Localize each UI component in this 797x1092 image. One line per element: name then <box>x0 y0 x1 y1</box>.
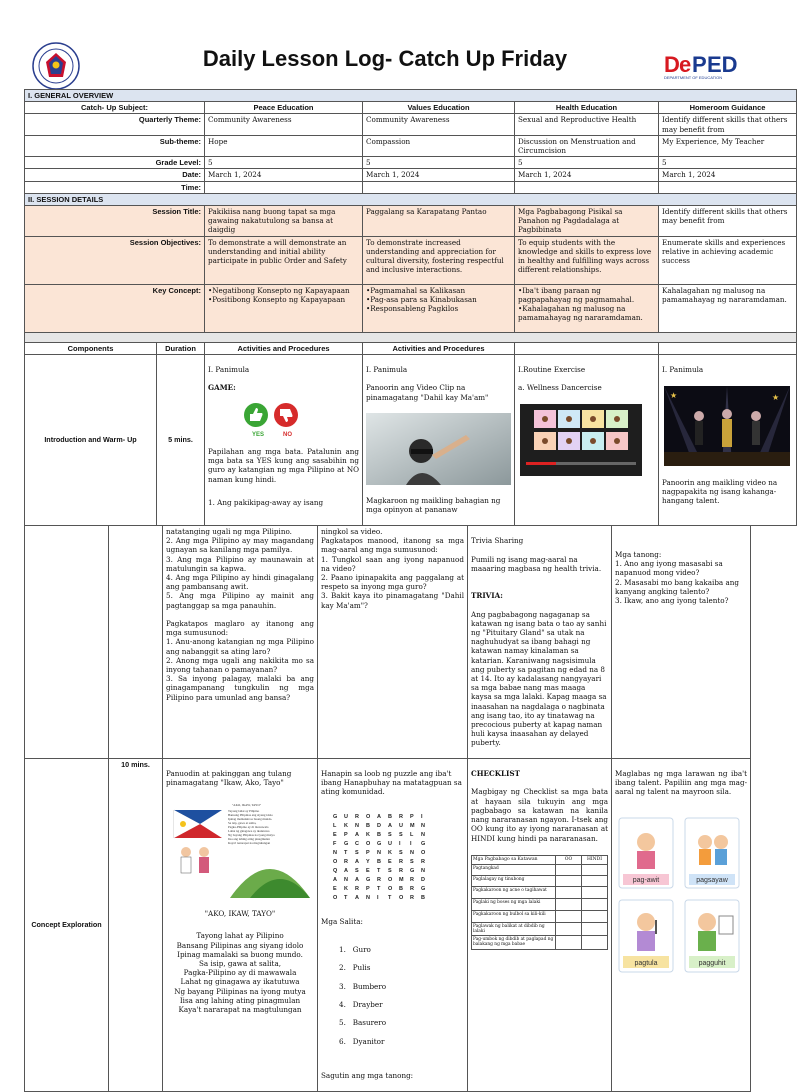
puzzle-letter[interactable]: O <box>366 813 371 820</box>
label-session-title: Session Title: <box>25 206 205 237</box>
puzzle-letter[interactable]: T <box>377 885 381 892</box>
header-duration: Duration <box>157 342 205 354</box>
puzzle-letter[interactable]: S <box>399 831 403 838</box>
concept-homeroom-text: Maglabas ng mga larawan ng iba't ibang talent. Papiliin ang mga mag-aaral ng talent na mayroon sila. <box>615 769 747 797</box>
puzzle-letter[interactable]: B <box>399 885 403 892</box>
duration-concept: 10 mins. <box>109 758 163 1091</box>
svg-text:pagtula: pagtula <box>634 959 658 967</box>
word-item: 4. Drayber <box>339 999 383 1009</box>
puzzle-letter[interactable]: T <box>388 894 392 901</box>
dancercise-video-image <box>520 404 642 476</box>
puzzle-letter[interactable]: R <box>399 867 403 874</box>
talent-cards-image <box>615 816 745 976</box>
puzzle-letter[interactable]: N <box>421 867 425 874</box>
puzzle-letter[interactable]: B <box>377 858 381 865</box>
puzzle-letter[interactable]: G <box>377 840 382 847</box>
subject-values: Values Education <box>363 102 515 114</box>
session-title-peace: Pakikiisa nang buong tapat sa mga gawaing nakatutulong sa bansa at daigdig <box>205 206 363 237</box>
puzzle-letter[interactable]: G <box>421 840 426 847</box>
component-intro: Introduction and Warm- Up <box>25 354 157 525</box>
poem-illustration-image <box>170 800 310 898</box>
puzzle-letter[interactable]: K <box>344 822 348 829</box>
puzzle-letter[interactable]: N <box>410 849 414 856</box>
puzzle-letter[interactable]: S <box>399 849 403 856</box>
puzzle-letter[interactable]: I <box>377 894 379 901</box>
time-health <box>515 181 659 193</box>
grade-values: 5 <box>363 157 515 169</box>
checklist-row: Pagkakaroon ng acne o tagihawat <box>472 886 556 898</box>
puzzle-letter[interactable]: R <box>410 894 414 901</box>
label-session-objectives: Session Objectives: <box>25 236 205 284</box>
trivia-heading: TRIVIA: <box>471 591 503 601</box>
key-concept-peace: •Negatibong Konsepto ng Kapayapaan •Positibong Konsepto ng Kapayapaan <box>205 284 363 332</box>
words-list <box>321 936 464 1056</box>
puzzle-letter[interactable]: E <box>388 858 392 865</box>
subject-health: Health Education <box>515 102 659 114</box>
puzzle-letter[interactable]: N <box>333 849 337 856</box>
concept-peace <box>163 758 318 1091</box>
puzzle-letter[interactable]: L <box>333 822 337 829</box>
checklist-row: Pagkakaroon ng bulbol sa kili-kili <box>472 910 556 922</box>
label-time: Time: <box>25 181 205 193</box>
puzzle-letter[interactable]: A <box>355 831 359 838</box>
svg-text:★: ★ <box>670 391 678 401</box>
checklist-table <box>471 855 608 950</box>
key-concept-homeroom: Kahalagahan ng malusog na pamamahayag ng nararamdaman. <box>659 284 797 332</box>
intro-health <box>515 354 659 525</box>
puzzle-letter[interactable]: G <box>366 876 371 883</box>
intro-values <box>363 354 515 525</box>
puzzle-letter[interactable]: P <box>410 813 414 820</box>
cont-health <box>468 526 612 759</box>
puzzle-letter[interactable]: U <box>399 822 403 829</box>
grade-health: 5 <box>515 157 659 169</box>
deped-seal-logo <box>32 42 80 90</box>
puzzle-letter[interactable]: O <box>388 876 393 883</box>
puzzle-letter[interactable]: O <box>421 849 426 856</box>
checklist-text: Magbigay ng Checklist sa mga bata at hayaan sila tukuyin ang mga pagbabago sa katawan na kanila nang nararanasan ngayon. I-tsek ang OO kung ito ay iyong nararanasan at HINDI kung hindi pa nararanasan. <box>471 787 608 843</box>
word-item: 3. Bumbero <box>339 981 387 991</box>
svg-text:pagsayaw: pagsayaw <box>696 876 728 884</box>
checkbox-oo[interactable] <box>556 922 582 935</box>
label-date: Date: <box>25 169 205 181</box>
word-item: 1. Guro <box>339 944 371 954</box>
svg-text:Sa isip, gawa at salita,: Sa isip, gawa at salita, <box>228 820 257 825</box>
puzzle-letter[interactable]: Q <box>333 867 338 874</box>
cont-health-heading: Trivia Sharing <box>471 536 524 546</box>
subject-homeroom: Homeroom Guidance <box>659 102 797 114</box>
puzzle-letter[interactable]: O <box>366 840 371 847</box>
intro-peace-text: Papilahan ang mga bata. Patalunin ang mga bata sa YES kung ang sasabihin ng guro ay katangian ng mga Pilipino at NO naman kung hindi. <box>208 447 359 484</box>
time-homeroom <box>659 181 797 193</box>
puzzle-letter[interactable]: A <box>355 858 359 865</box>
cont-homeroom: Mga tanong: 1. Ano ang iyong masasabi sa napanuod mong video? 2. Masasabi mo bang kakaiba ang kanyang angking talento? 3. Ikaw, ano ang iyong talento? <box>612 526 751 759</box>
page-title: Daily Lesson Log- Catch Up Friday <box>202 46 568 71</box>
puzzle-letter[interactable]: I <box>410 840 412 847</box>
word-search-puzzle <box>329 810 441 902</box>
cont-peace: natatanging ugali ng mga Pilipino. 2. Ang mga Pilipino ay may magandang ugnayan sa kanilang mga pamilya. 3. Ang mga Pilipino ay maunawain at matulungin sa kapwa. 4. Ang mga Pilipino ay hindi ginagalang ang pambansang awit. 5. Ang mga Pilipino ay mainit ang pagtanggap sa mga panauhin. Pagkatapos maglaro ay itanong ang mga sumusunod: 1. Anu-anong katangian ng mga Pilipino ang nabanggit sa ating laro? 2. Anong mga ugali ang nakikita mo sa inyong tahanan o pamayanan? 3. Sa inyong palagay, malaki ba ang ginagampanang tungkulin ng mga Pilipino para umunlad ang bansa? <box>163 526 318 759</box>
header-blank-2 <box>659 342 797 354</box>
checkbox-oo[interactable] <box>556 886 582 898</box>
checklist-col-hindi: HINDI <box>582 855 608 864</box>
concept-values-intro: Hanapin sa loob ng puzzle ang iba't ibang Hanapbuhay na matatagpuan sa ating komunidad. <box>321 769 462 797</box>
svg-text:Lahat ng ginagawa ay ikatutuwa: Lahat ng ginagawa ay ikatutuwa <box>228 828 270 833</box>
puzzle-letter[interactable]: T <box>344 894 348 901</box>
puzzle-letter[interactable]: D <box>377 822 381 829</box>
intro-values-heading: I. Panimula <box>366 365 408 375</box>
intro-health-sub: a. Wellness Dancercise <box>518 383 602 393</box>
subtheme-values: Compassion <box>363 135 515 156</box>
svg-text:DEPARTMENT OF EDUCATION: DEPARTMENT OF EDUCATION <box>664 75 723 80</box>
svg-text:★: ★ <box>772 393 780 403</box>
word-item: 2. Pulis <box>339 963 371 973</box>
word-item: 5. Basurero <box>339 1018 387 1028</box>
puzzle-letter[interactable]: D <box>421 876 425 883</box>
spacer-row <box>25 332 797 342</box>
puzzle-letter[interactable]: R <box>344 858 348 865</box>
puzzle-letter[interactable]: P <box>366 849 370 856</box>
subject-peace: Peace Education <box>205 102 363 114</box>
puzzle-letter[interactable]: O <box>399 894 404 901</box>
puzzle-letter[interactable]: R <box>355 813 359 820</box>
checklist-col-changes: Mga Pagbabago sa Katawan <box>472 855 556 864</box>
intro-homeroom-heading: I. Panimula <box>662 365 704 375</box>
puzzle-letter[interactable]: A <box>344 867 348 874</box>
word-item: 6. Dyanitor <box>339 1036 385 1046</box>
puzzle-letter[interactable]: B <box>421 894 425 901</box>
checklist-row: Paglalagay ng tinubong <box>472 875 556 886</box>
yes-no-thumbs-icon <box>242 402 312 438</box>
puzzle-letter[interactable]: N <box>355 822 359 829</box>
checkbox-hindi[interactable] <box>582 898 608 910</box>
intro-values-after: Magkaroon ng maikling bahagian ng mga opinyon at pananaw <box>366 496 501 515</box>
puzzle-letter[interactable]: N <box>421 822 425 829</box>
video-still-image <box>366 413 511 485</box>
puzzle-letter[interactable]: L <box>410 831 414 838</box>
svg-text:pagguhit: pagguhit <box>698 959 726 967</box>
time-peace <box>205 181 363 193</box>
theme-health: Sexual and Reproductive Health <box>515 114 659 135</box>
date-homeroom: March 1, 2024 <box>659 169 797 181</box>
label-grade-level: Grade Level: <box>25 157 205 169</box>
svg-text:YES: YES <box>252 431 265 438</box>
cont-duration <box>109 526 163 759</box>
puzzle-letter[interactable]: A <box>388 822 392 829</box>
checklist-heading: CHECKLIST <box>471 769 520 779</box>
intro-homeroom-text: Panoorin ang maikling video na nagpapakita ng isang kahanga-hangang talent. <box>662 477 778 506</box>
puzzle-letter[interactable]: R <box>421 858 425 865</box>
puzzle-letter[interactable]: P <box>344 831 348 838</box>
deped-logo <box>664 50 748 80</box>
header-components: Components <box>25 342 157 354</box>
puzzle-letter[interactable]: T <box>344 849 348 856</box>
label-quarterly-theme: Quarterly Theme: <box>25 114 205 135</box>
puzzle-letter[interactable]: K <box>344 885 348 892</box>
svg-text:Tayong lahat ay Pilipino: Tayong lahat ay Pilipino <box>228 808 260 813</box>
label-sub-theme: Sub-theme: <box>25 135 205 156</box>
checklist-row: Pagtangkad <box>472 864 556 875</box>
svg-text:Iisa ang lahing ating pinagmul: Iisa ang lahing ating pinagmulan <box>228 836 270 841</box>
poem-text: Tayong lahat ay Pilipino Bansang Pilipinas ang siyang idolo Ipinag mamalaki sa buong mundo. Sa isip, gawa at salita, Pagka-Pilipino ay di mawawala Lahat ng ginagawa ay ikatutuwa Ng bayang Pilipinas na iyong mutya Iisa ang lahing ating pinagmulan Kaya't nararapat na magtulungan <box>174 931 306 1014</box>
puzzle-letter[interactable]: B <box>377 831 381 838</box>
puzzle-letter[interactable]: N <box>344 876 348 883</box>
puzzle-letter[interactable]: A <box>355 876 359 883</box>
checkbox-oo[interactable] <box>556 898 582 910</box>
svg-text:Pagka-Pilipino ay di mawawala: Pagka-Pilipino ay di mawawala <box>228 824 269 829</box>
puzzle-letter[interactable]: R <box>399 858 403 865</box>
puzzle-letter[interactable]: S <box>388 831 392 838</box>
key-concept-values: •Pagmamahal sa Kalikasan •Pag-asa para sa Kinabukasan •Responsableng Pagkilos <box>363 284 515 332</box>
puzzle-letter[interactable]: A <box>355 894 359 901</box>
puzzle-letter[interactable]: E <box>366 867 370 874</box>
checkbox-hindi[interactable] <box>582 935 608 949</box>
cont-values: ningkol sa video. Pagkatapos manood, itanong sa mga mag-aaral ang mga sumusunod: 1. Tungkol saan ang iyong napanuod na video? 2. Paano ipinapakita ang paggalang at respeto sa inyong mga guro? 3. Bakit kaya ito pinamagatang "Dahil kay Ma'am"? <box>318 526 468 759</box>
intro-peace-game: GAME: <box>208 383 236 393</box>
puzzle-letter[interactable]: M <box>410 822 415 829</box>
puzzle-letter[interactable]: R <box>355 885 359 892</box>
grade-homeroom: 5 <box>659 157 797 169</box>
puzzle-letter[interactable]: F <box>333 840 337 847</box>
theme-values: Community Awareness <box>363 114 515 135</box>
intro-peace-item: 1. Ang pakikipag-away ay isang <box>208 498 324 508</box>
checklist-row: Paglawak ng balikat at dibdib ng lalaki <box>472 922 556 935</box>
puzzle-letter[interactable]: R <box>377 876 381 883</box>
puzzle-letter[interactable]: I <box>421 813 423 820</box>
header-blank-1 <box>515 342 659 354</box>
puzzle-letter[interactable]: O <box>333 858 338 865</box>
puzzle-letter[interactable]: C <box>355 840 359 847</box>
puzzle-letter[interactable]: A <box>377 813 381 820</box>
cont-component <box>25 526 109 759</box>
svg-text:"AKO, IKAW, TAYO": "AKO, IKAW, TAYO" <box>232 802 262 807</box>
puzzle-letter[interactable]: N <box>421 831 425 838</box>
subtheme-homeroom: My Experience, My Teacher <box>659 135 797 156</box>
puzzle-letter[interactable]: P <box>366 885 370 892</box>
concept-peace-intro: Panuodin at pakinggan ang tulang pinamagatang "Ikaw, Ako, Tayo" <box>166 769 292 788</box>
puzzle-letter[interactable]: N <box>377 849 381 856</box>
svg-text:e: e <box>679 52 692 77</box>
puzzle-letter[interactable]: T <box>377 867 381 874</box>
theme-homeroom: Identify different skills that others may benefit from <box>659 114 797 135</box>
svg-text:Ng bayang Pilipinas na iyong m: Ng bayang Pilipinas na iyong mutya <box>228 832 275 837</box>
checkbox-hindi[interactable] <box>582 910 608 922</box>
checklist-row: Paglaki ng boses ng mga lalaki <box>472 898 556 910</box>
checkbox-oo[interactable] <box>556 910 582 922</box>
lesson-log-table-page1 <box>24 89 797 526</box>
session-title-health: Mga Pagbabagong Pisikal sa Panahon ng Pagdadalaga at Pagbibinata <box>515 206 659 237</box>
svg-text:NO: NO <box>283 431 292 438</box>
section-session-details: II. SESSION DETAILS <box>25 193 797 205</box>
puzzle-letter[interactable]: S <box>355 849 359 856</box>
key-concept-health: •Iba't ibang paraan ng pagpapahayag ng pagmamahal. •Kahalagahan ng malusog na pamamahayag ng nararamdaman. <box>515 284 659 332</box>
theme-peace: Community Awareness <box>205 114 363 135</box>
intro-peace-heading: I. Panimula <box>208 365 250 375</box>
date-health: March 1, 2024 <box>515 169 659 181</box>
label-catch-up-subject: Catch- Up Subject: <box>25 102 205 114</box>
header-activities-1: Activities and Procedures <box>205 342 363 354</box>
lesson-log-table-page2 <box>24 525 751 1092</box>
puzzle-letter[interactable]: O <box>388 885 393 892</box>
checklist-row: Pag-umbok ng dibdib at paglapad ng balakang ng mga babae <box>472 935 556 949</box>
words-label: Mga Salita: <box>321 917 363 927</box>
svg-text:pag-awit: pag-awit <box>632 876 660 884</box>
subtheme-peace: Hope <box>205 135 363 156</box>
puzzle-letter[interactable]: S <box>355 867 359 874</box>
subtheme-health: Discussion on Menstruation and Circumcision <box>515 135 659 156</box>
puzzle-letter[interactable]: N <box>366 894 370 901</box>
puzzle-letter[interactable]: R <box>410 885 414 892</box>
objectives-values: To demonstrate increased understanding and appreciation for cultural diversity, fostering respectful and inclusive interactions. <box>363 236 515 284</box>
checkbox-hindi[interactable] <box>582 886 608 898</box>
checkbox-hindi[interactable] <box>582 875 608 886</box>
grade-peace: 5 <box>205 157 363 169</box>
checkbox-oo[interactable] <box>556 864 582 875</box>
puzzle-letter[interactable]: K <box>388 849 392 856</box>
concept-homeroom <box>612 758 751 1091</box>
component-concept-exploration: Concept Exploration <box>25 758 109 1091</box>
intro-health-heading: I.Routine Exercise <box>518 365 586 375</box>
puzzle-letter[interactable]: K <box>366 831 370 838</box>
puzzle-letter[interactable]: O <box>333 894 338 901</box>
intro-values-text: Panoorin ang Video Clip na pinamagatang "Dahil kay Ma'am" <box>366 383 489 402</box>
trivia-text: Ang pagbabagong nagaganap sa katawan ng isang bata o tao ay sanhi ng "Pituitary Gland" sa utak na naghuhudyat sa ibang bahagi ng katawan namay kinalaman sa katarian. Karaniwang nagsisimula ang puberty sa pagitan ng edad na 8 at 14. Ito ay kadalasang nangyayari sa mga babae nang mas maaga kaysa sa mga lalaki. Kapag maaga sa inaasahan na nagdalaga o nagbinata ang isang tao, ito ay tinatawag na precocious puberty at kapag naman huli kaysa inaasahan ay delayed puberty. <box>471 609 607 748</box>
date-peace: March 1, 2024 <box>205 169 363 181</box>
puzzle-letter[interactable]: S <box>410 858 414 865</box>
puzzle-letter[interactable]: I <box>399 840 401 847</box>
svg-text:Kaya't nararapat na magtulunga: Kaya't nararapat na magtulungan <box>228 840 271 845</box>
objectives-health: To equip students with the knowledge and skills to express love in healthy and fulfilling ways across different relationships. <box>515 236 659 284</box>
objectives-homeroom: Enumerate skills and experiences relative in achieving academic success <box>659 236 797 284</box>
concept-values-after: Sagutin ang mga tanong: <box>321 1071 414 1081</box>
session-title-values: Paggalang sa Karapatang Pantao <box>363 206 515 237</box>
svg-text:Bansang Pilipinas ang siyang i: Bansang Pilipinas ang siyang idolo <box>228 812 273 817</box>
section-general-overview: I. GENERAL OVERVIEW <box>25 90 797 102</box>
intro-homeroom <box>659 354 797 525</box>
date-values: March 1, 2024 <box>363 169 515 181</box>
svg-text:Ipinag mamalaki sa buong mundo: Ipinag mamalaki sa buong mundo. <box>228 816 273 821</box>
duration-intro: 5 mins. <box>157 354 205 525</box>
concept-values <box>318 758 468 1091</box>
puzzle-letter[interactable]: R <box>399 813 403 820</box>
poem-heading: "AKO, IKAW, TAYO" <box>204 908 276 918</box>
puzzle-letter[interactable]: G <box>344 840 349 847</box>
checkbox-oo[interactable] <box>556 935 582 949</box>
puzzle-letter[interactable]: A <box>333 876 337 883</box>
header-activities-2: Activities and Procedures <box>363 342 515 354</box>
puzzle-letter[interactable]: G <box>421 885 426 892</box>
puzzle-letter[interactable]: R <box>410 876 414 883</box>
puzzle-letter[interactable]: U <box>344 813 348 820</box>
label-key-concept: Key Concept: <box>25 284 205 332</box>
puzzle-letter[interactable]: U <box>388 840 392 847</box>
time-values <box>363 181 515 193</box>
svg-text:D: D <box>664 52 680 77</box>
puzzle-letter[interactable]: E <box>333 831 337 838</box>
cont-health-intro: Pumili ng isang mag-aaral na maaaring magbasa ng health trivia. <box>471 554 602 573</box>
svg-text:ED: ED <box>707 52 738 77</box>
objectives-peace: To demonstrate a will demonstrate an understanding and initial ability participate in public Order and Safety <box>205 236 363 284</box>
puzzle-letter[interactable]: E <box>333 885 337 892</box>
checklist-col-oo: OO <box>556 855 582 864</box>
concept-health <box>468 758 612 1091</box>
puzzle-letter[interactable]: G <box>333 813 338 820</box>
puzzle-letter[interactable]: B <box>388 813 392 820</box>
checkbox-hindi[interactable] <box>582 922 608 935</box>
session-title-homeroom: Identify different skills that others may benefit from <box>659 206 797 237</box>
svg-text:P: P <box>692 52 707 77</box>
puzzle-letter[interactable]: S <box>388 867 392 874</box>
puzzle-letter[interactable]: G <box>410 867 415 874</box>
talent-stage-image <box>664 386 790 466</box>
checkbox-hindi[interactable] <box>582 864 608 875</box>
puzzle-letter[interactable]: B <box>366 822 370 829</box>
intro-peace <box>205 354 363 525</box>
puzzle-letter[interactable]: Y <box>366 858 370 865</box>
checkbox-oo[interactable] <box>556 875 582 886</box>
puzzle-letter[interactable]: M <box>399 876 404 883</box>
